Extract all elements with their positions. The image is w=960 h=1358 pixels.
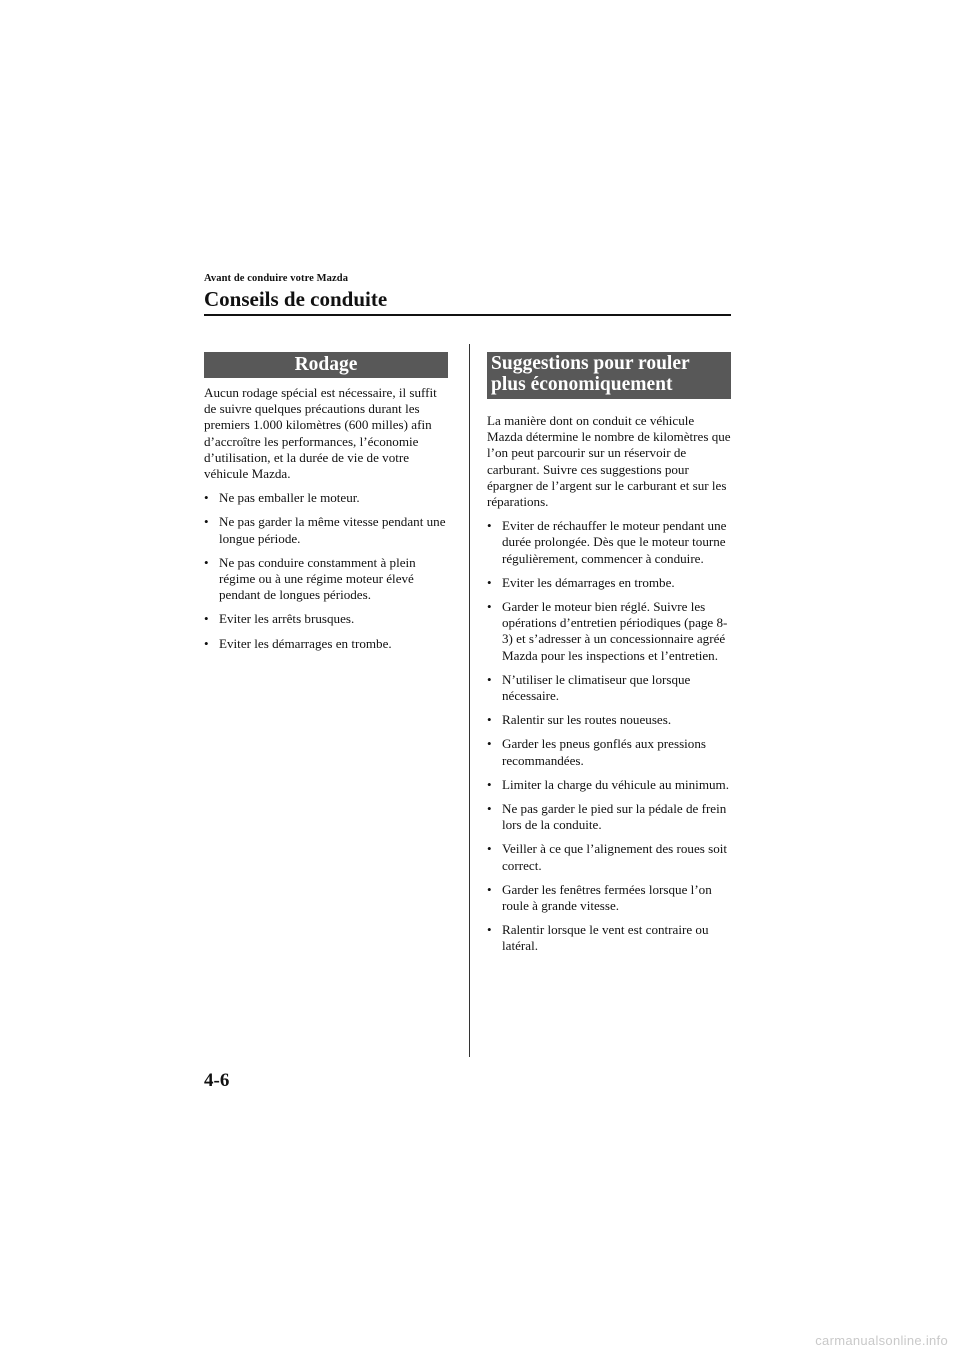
- list-item-text: Eviter les démarrages en trombe.: [219, 635, 392, 651]
- bullet-icon: •: [487, 518, 492, 534]
- bullet-icon: •: [204, 554, 209, 570]
- watermark: carmanualsonline.info: [815, 1333, 948, 1348]
- list-item-text: Ralentir sur les routes noueuses.: [502, 712, 672, 728]
- list-item-text: Ne pas garder la même vitesse pendant une longue période.: [219, 514, 446, 546]
- rodage-bullet-list: [204, 490, 448, 652]
- list-item: [487, 777, 731, 793]
- bullet-icon: •: [204, 611, 209, 627]
- list-item-text: Limiter la charge du véhicule au minimum.: [502, 776, 730, 792]
- list-item-text: Veiller à ce que l’alignement des roues soit correct.: [502, 841, 728, 873]
- title-rule: [204, 314, 731, 316]
- bullet-icon: •: [204, 490, 209, 506]
- list-item-text: N’utiliser le climatiseur que lorsque nécessaire.: [502, 671, 691, 704]
- list-item: [487, 575, 731, 591]
- bullet-icon: •: [487, 801, 492, 817]
- list-item: [204, 514, 448, 546]
- list-item: [487, 922, 731, 954]
- list-item-text: Garder les fenêtres fermées lorsque l’on roule à grande vitesse.: [502, 881, 712, 914]
- list-item: [204, 555, 448, 604]
- list-item: [487, 599, 731, 664]
- breadcrumb: Avant de conduire votre Mazda: [204, 273, 349, 284]
- bullet-icon: •: [487, 736, 492, 752]
- bullet-icon: •: [487, 599, 492, 615]
- bullet-icon: •: [487, 922, 492, 938]
- list-item: [487, 801, 731, 833]
- suggestions-bullet-list: [487, 518, 731, 954]
- list-item-text: Garder le moteur bien réglé. Suivre les opérations d’entretien périodiques (page 8-3) et s’adresser à un concessionnaire agréé Mazda pour les inspections et l’entretien.: [502, 599, 728, 663]
- suggestions-intro: La manière dont on conduit ce véhicule Mazda détermine le nombre de kilomètres que l’on peut parcourir sur un réservoir de carburant. Suivre ces suggestions pour épargner de l’argent sur le carburant et sur les réparations.: [487, 413, 731, 510]
- list-item: [204, 611, 448, 627]
- list-item: [487, 672, 731, 704]
- list-item: [487, 712, 731, 728]
- list-item-text: Eviter de réchauffer le moteur pendant une durée prolongée. Dès que le moteur tourne régulièrement, commencer à conduire.: [502, 518, 727, 566]
- section-heading-rodage: Rodage: [204, 352, 448, 378]
- list-item-text: Ne pas garder le pied sur la pédale de frein lors de la conduite.: [502, 801, 727, 833]
- bullet-icon: •: [487, 881, 492, 897]
- page-title: Conseils de conduite: [204, 287, 388, 311]
- bullet-icon: •: [487, 776, 492, 792]
- column-divider: [469, 344, 470, 1057]
- bullet-icon: •: [487, 671, 492, 687]
- list-item-text: Eviter les démarrages en trombe.: [502, 574, 675, 590]
- list-item: [487, 841, 731, 873]
- rodage-intro: Aucun rodage spécial est nécessaire, il suffit de suivre quelques précautions durant les premiers 1.000 kilomètres (600 milles) afin d’accroître les performances, l’économie d’utilisation, et la durée de vie de votre véhicule Mazda.: [204, 385, 437, 482]
- list-item-text: Ne pas conduire constamment à plein régime ou à une régime moteur élevé pendant de longues périodes.: [219, 554, 416, 603]
- list-item-text: Ne pas emballer le moteur.: [219, 490, 360, 506]
- bullet-icon: •: [487, 712, 492, 728]
- right-column: [487, 352, 731, 955]
- list-item: [487, 518, 731, 567]
- list-item-text: Garder les pneus gonflés aux pressions recommandées.: [502, 736, 706, 768]
- bullet-icon: •: [487, 841, 492, 857]
- list-item: [204, 636, 448, 652]
- bullet-icon: •: [204, 514, 209, 530]
- bullet-icon: •: [204, 635, 209, 651]
- list-item: [204, 490, 448, 506]
- page-number: 4-6: [204, 1070, 230, 1091]
- list-item: [487, 736, 731, 768]
- section-heading-suggestions: Suggestions pour rouler plus économiquement: [487, 352, 731, 399]
- list-item-text: Ralentir lorsque le vent est contraire ou latéral.: [502, 922, 709, 954]
- list-item-text: Eviter les arrêts brusques.: [219, 611, 355, 627]
- left-column: [204, 352, 448, 652]
- list-item: [487, 882, 731, 914]
- bullet-icon: •: [487, 574, 492, 590]
